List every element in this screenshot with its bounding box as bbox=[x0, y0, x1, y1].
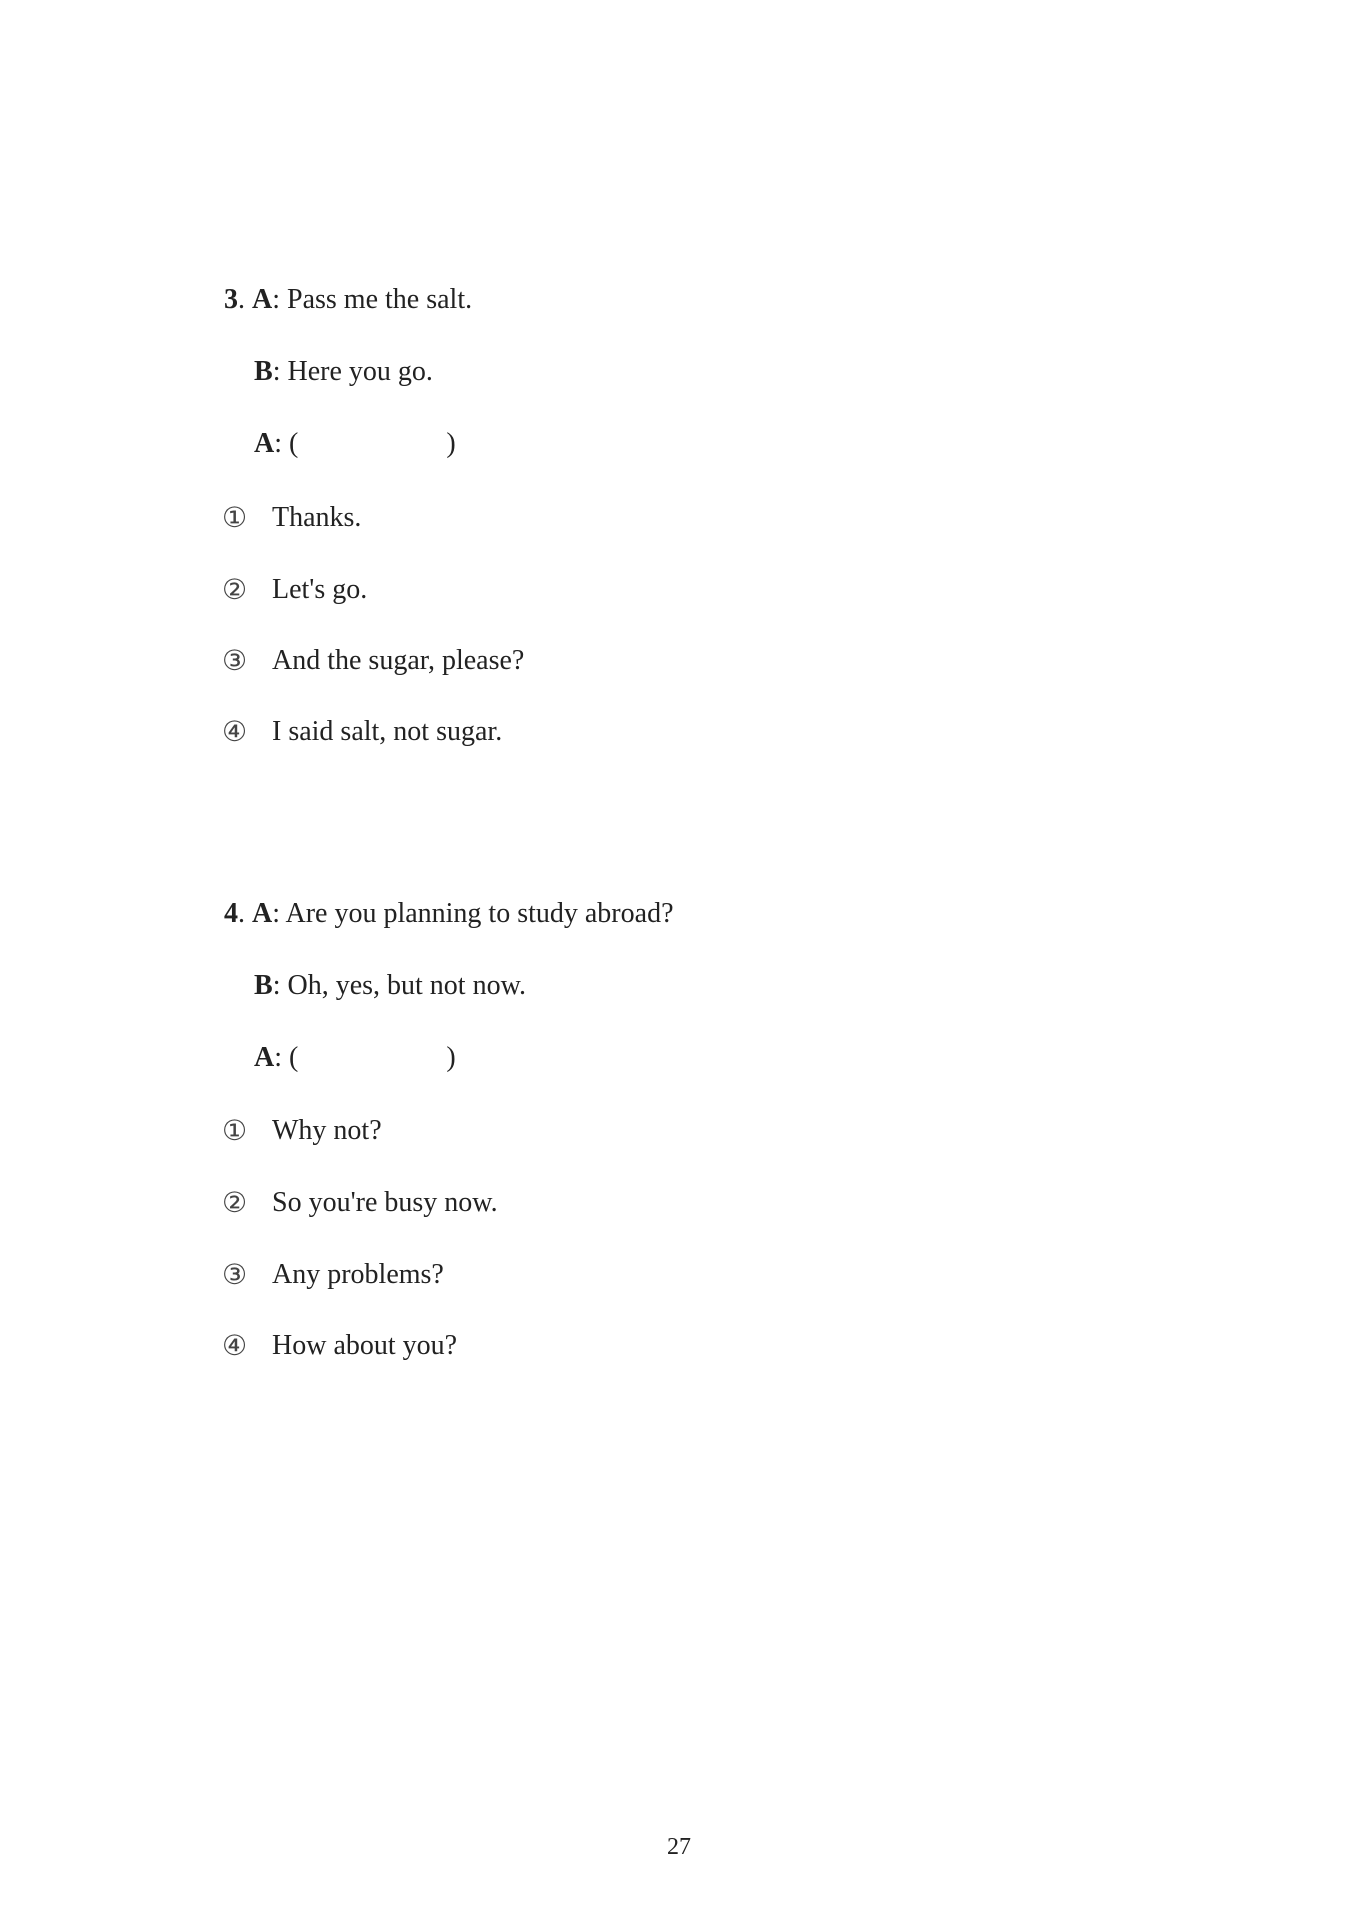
dialogue-text: : ( bbox=[274, 428, 299, 459]
option-text: Thanks. bbox=[272, 502, 362, 533]
question-4-line-a2 bbox=[254, 1040, 456, 1076]
circled-number-marker: ③ bbox=[222, 644, 248, 677]
circled-number-marker: ④ bbox=[222, 1329, 248, 1362]
option-text: Why not? bbox=[272, 1115, 382, 1146]
speaker-label: A bbox=[254, 428, 275, 459]
speaker-label: A bbox=[254, 1042, 275, 1073]
circled-number-marker: ① bbox=[222, 501, 248, 534]
circled-number-marker: ③ bbox=[222, 1258, 248, 1291]
circled-number-marker: ② bbox=[222, 1186, 248, 1219]
option-text: Any problems? bbox=[272, 1259, 444, 1290]
option-text: So you're busy now. bbox=[272, 1187, 498, 1218]
dialogue-text: : Oh, yes, but not now. bbox=[272, 970, 526, 1001]
circled-number-marker: ② bbox=[222, 573, 248, 606]
option-text: I said salt, not sugar. bbox=[272, 716, 503, 747]
question-number: 3 bbox=[224, 284, 238, 315]
circled-number-marker: ① bbox=[222, 1114, 248, 1147]
question-3-line-b bbox=[254, 354, 433, 390]
option-text: And the sugar, please? bbox=[272, 645, 525, 676]
dialogue-text: : ( bbox=[274, 1042, 299, 1073]
question-4-line-b bbox=[254, 968, 526, 1004]
option-text: How about you? bbox=[272, 1330, 458, 1361]
question-3-line-a2 bbox=[254, 426, 456, 462]
speaker-label: A bbox=[252, 284, 273, 315]
speaker-label: A bbox=[252, 898, 273, 929]
question-4-line-a1: 4. A: Are you planning to study abroad? bbox=[224, 898, 674, 929]
option-text: Let's go. bbox=[272, 574, 368, 605]
page-number: 27 bbox=[667, 1834, 691, 1860]
answer-blank-close: ) bbox=[446, 428, 456, 459]
answer-blank-close: ) bbox=[446, 1042, 456, 1073]
speaker-label: B bbox=[254, 356, 273, 387]
question-number: 4 bbox=[224, 898, 238, 929]
dialogue-text: : Here you go. bbox=[272, 356, 433, 387]
question-3-line-a1: 3. A: Pass me the salt. bbox=[224, 284, 473, 315]
circled-number-marker: ④ bbox=[222, 715, 248, 748]
dialogue-text: : Pass me the salt. bbox=[272, 284, 473, 315]
dialogue-text: : Are you planning to study abroad? bbox=[272, 898, 674, 929]
speaker-label: B bbox=[254, 970, 273, 1001]
